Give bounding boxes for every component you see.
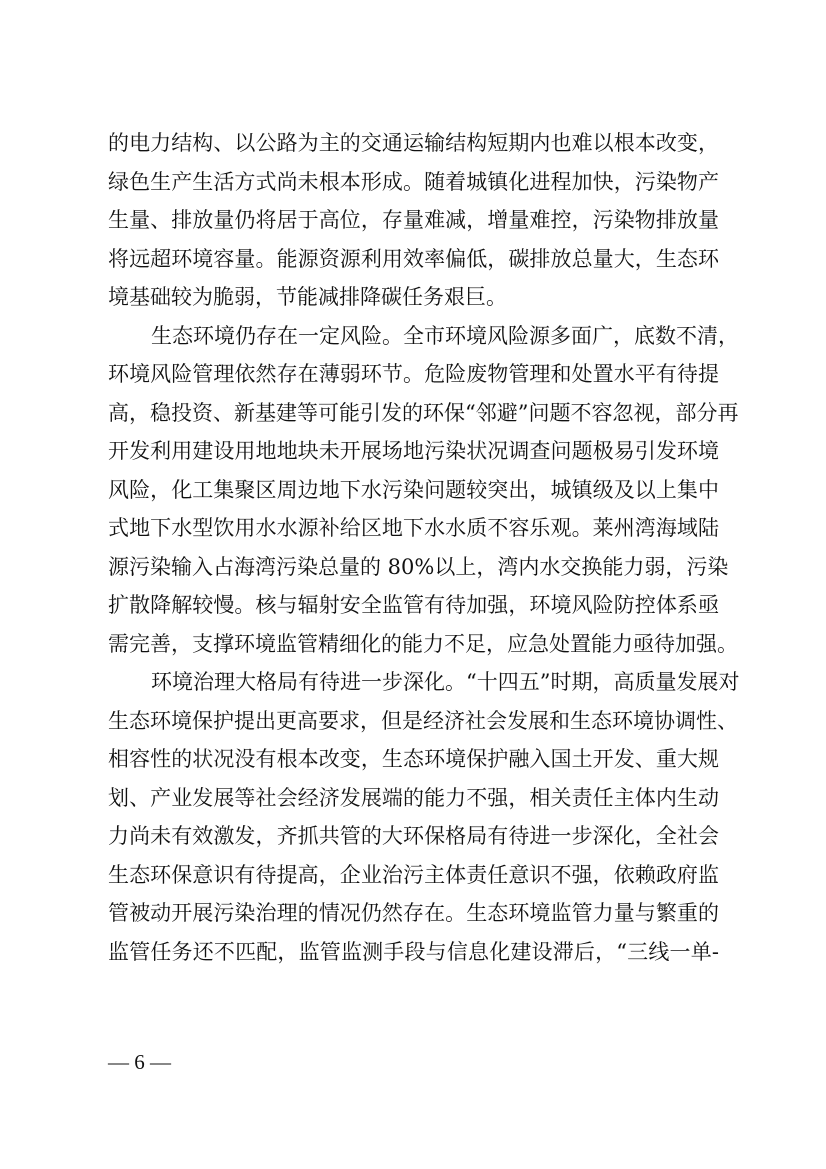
text-line: 开发利用建设用地地块未开展场地污染状况调查问题极易引发环境 (108, 439, 719, 463)
text-line: 生态环境保护提出更高要求，但是经济社会发展和生态环境协调性、 (108, 708, 738, 733)
document-body (108, 124, 740, 971)
text-line: 管被动开展污染治理的情况仍然存在。生态环境监管力量与繁重的 (108, 901, 719, 925)
page-number: — 6 — (108, 1050, 171, 1074)
text-line: 监管任务还不匹配，监管监测手段与信息化建设滞后，“三线一单- (108, 939, 719, 964)
paragraph-3 (108, 663, 740, 971)
text-line-rest: “十四五”时期，高质量发展对 (466, 670, 740, 694)
paragraph-2 (108, 317, 739, 664)
text-line: 相容性的状况没有根本改变，生态环境保护融入国土开发、重大规 (108, 747, 719, 771)
text-line: 的电力结构、以公路为主的交通运输结构短期内也难以根本改变， (108, 131, 719, 155)
text-line: 绿色生产生活方式尚未根本形成。随着城镇化进程加快，污染物产 (108, 169, 719, 194)
text-line: 式地下水型饮用水水源补给区地下水水质不容乐观。莱州湾海域陆 (108, 516, 719, 540)
text-line: 扩散降解较慢。核与辐射安全监管有待加强，环境风险防控体系亟 (108, 593, 719, 617)
text-line: 风险，化工集聚区周边地下水污染问题较突出，城镇级及以上集中 (108, 477, 719, 502)
text-line-rest: 全市环境风险源多面广，底数不清， (403, 323, 739, 348)
text-line: 高，稳投资、新基建等可能引发的环保“邻避”问题不容忽视，部分再 (108, 400, 739, 425)
paragraph-lead-heading: 环境治理大格局有待进一步深化。 (151, 670, 466, 694)
text-line: 划、产业发展等社会经济发展端的能力不强，相关责任主体内生动 (108, 785, 719, 810)
text-line (108, 663, 740, 702)
text-line: 环境风险管理依然存在薄弱环节。危险废物管理和处置水平有待提 (108, 362, 719, 386)
text-line: 力尚未有效激发，齐抓共管的大环保格局有待进一步深化，全社会 (108, 824, 719, 848)
text-line: 境基础较为脆弱，节能减排降碳任务艰巨。 (108, 285, 507, 309)
paragraph-1 (108, 124, 719, 317)
text-line: 生量、排放量仍将居于高位，存量难减，增量难控，污染物排放量 (108, 208, 719, 232)
text-line: 需完善，支撑环境监管精细化的能力不足，应急处置能力亟待加强。 (108, 631, 738, 656)
text-line: 将远超环境容量。能源资源利用效率偏低，碳排放总量大，生态环 (108, 246, 719, 271)
text-line (108, 317, 739, 356)
text-line: 源污染输入占海湾污染总量的 80%以上，湾内水交换能力弱，污染 (108, 554, 729, 579)
text-line: 生态环保意识有待提高，企业治污主体责任意识不强，依赖政府监 (108, 862, 719, 887)
paragraph-lead-heading: 生态环境仍存在一定风险。 (151, 323, 403, 348)
